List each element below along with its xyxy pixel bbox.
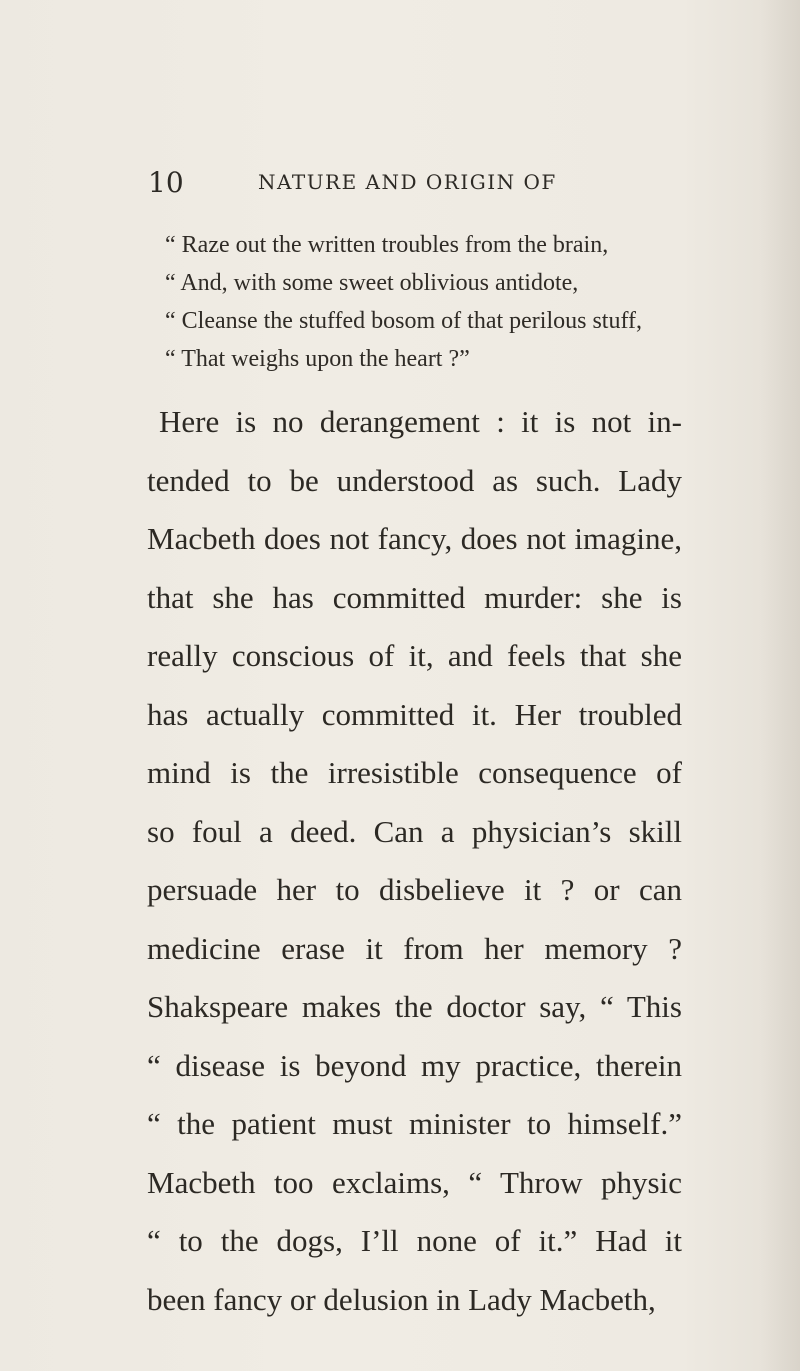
- text-line: “ to the dogs, I’ll none of it.” Had it: [147, 1223, 682, 1258]
- text-line: that she has committed murder: she is: [147, 579, 682, 615]
- text-line: really conscious of it, and feels that she: [147, 638, 682, 673]
- running-head: NATURE AND ORIGIN OF: [258, 170, 557, 194]
- verse-line: “ That weighs upon the heart ?”: [165, 346, 470, 372]
- verse-quotation: [165, 226, 725, 378]
- text-line: so foul a deed. Can a physician’s skill: [147, 813, 682, 849]
- text-line: medicine erase it from her memory ?: [147, 930, 682, 966]
- text-line: “ the patient must minister to himself.”: [147, 1106, 682, 1141]
- verse-line: “ And, with some sweet oblivious antidote,: [165, 270, 579, 296]
- page-header: [0, 166, 800, 206]
- text-line: “ disease is beyond my practice, therein: [147, 1047, 682, 1083]
- body-paragraph: [147, 393, 682, 1329]
- page-number: 10: [148, 166, 184, 199]
- text-line: has actually committed it. Her troubled: [147, 696, 682, 732]
- verse-line: “ Cleanse the stuffed bosom of that perilous stuff,: [165, 308, 643, 334]
- text-line: Here is no derangement : it is not in-: [159, 404, 682, 439]
- text-line: Macbeth too exclaims, “ Throw physic: [147, 1164, 682, 1200]
- text-line: tended to be understood as such. Lady: [147, 462, 682, 498]
- text-line: been fancy or delusion in Lady Macbeth,: [147, 1281, 656, 1317]
- text-line: Shakspeare makes the doctor say, “ This: [147, 989, 682, 1024]
- text-line: Macbeth does not fancy, does not imagine,: [147, 521, 682, 556]
- verse-line: “ Raze out the written troubles from the brain,: [165, 232, 609, 258]
- text-line: mind is the irresistible consequence of: [147, 755, 682, 790]
- text-line: persuade her to disbelieve it ? or can: [147, 872, 682, 907]
